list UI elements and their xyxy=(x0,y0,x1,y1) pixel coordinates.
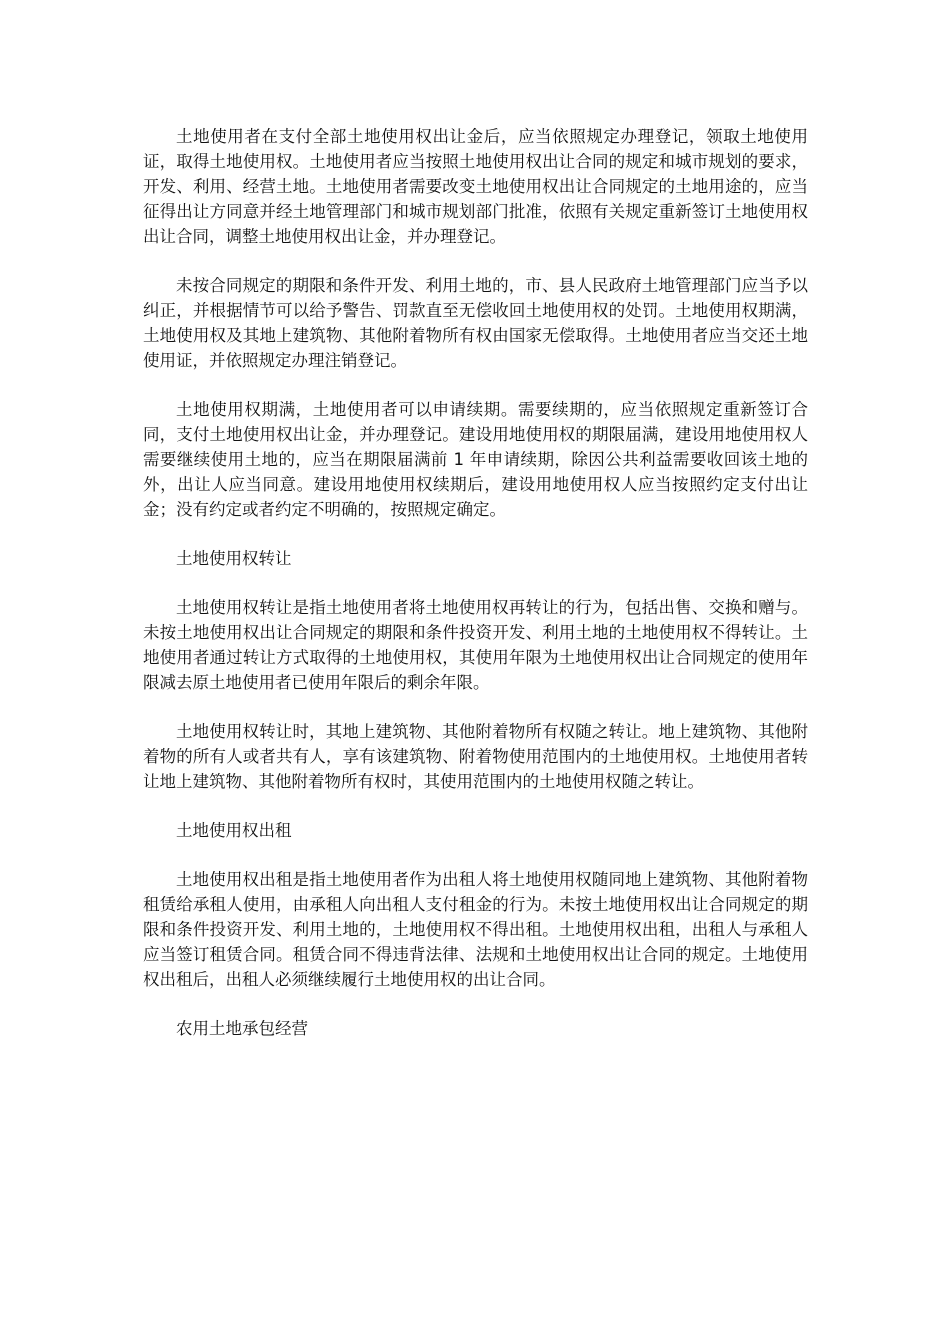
paragraph-lease: 土地使用权出租是指土地使用者作为出租人将土地使用权随同地上建筑物、其他附着物租赁给承租人使用，由承租人向出租人支付租金的行为。未按土地使用权出让合同规定的期限和条件投资开发、利用土地的，土地使用权不得出租。土地使用权出租，出租人与承租人应当签订租赁合同。租赁合同不得违背法律、法规和土地使用权出让合同的规定。土地使用权出租后，出租人必须继续履行土地使用权的出让合同。 xyxy=(143,870,808,989)
document-body xyxy=(143,124,808,1065)
paragraph-registration: 土地使用者在支付全部土地使用权出让金后，应当依照规定办理登记，领取土地使用证，取得土地使用权。土地使用者应当按照土地使用权出让合同的规定和城市规划的要求，开发、利用、经营土地。土地使用者需要改变土地使用权出让合同规定的土地用途的，应当征得出让方同意并经土地管理部门和城市规划部门批准，依照有关规定重新签订土地使用权出让合同，调整土地使用权出让金，并办理登记。 xyxy=(143,127,808,246)
paragraph-renewal: 土地使用权期满，土地使用者可以申请续期。需要续期的，应当依照规定重新签订合同，支付土地使用权出让金，并办理登记。建设用地使用权的期限届满，建设用地使用权人需要继续使用土地的，应当在期限届满前 1 年申请续期，除因公共利益需要收回该土地的外，出让人应当同意。建设用地使用权续期后，建设用地使用权人应当按照约定支付出让金；没有约定或者约定不明确的，按照规定确定。 xyxy=(143,400,808,519)
paragraph-penalty-expiry: 未按合同规定的期限和条件开发、利用土地的，市、县人民政府土地管理部门应当予以纠正，并根据情节可以给予警告、罚款直至无偿收回土地使用权的处罚。土地使用权期满，土地使用权及其地上建筑物、其他附着物所有权由国家无偿取得。土地使用者应当交还土地使用证，并依照规定办理注销登记。 xyxy=(143,276,808,370)
paragraph-transfer-buildings: 土地使用权转让时，其地上建筑物、其他附着物所有权随之转让。地上建筑物、其他附着物的所有人或者共有人，享有该建筑物、附着物使用范围内的土地使用权。土地使用者转让地上建筑物、其他附着物所有权时，其使用范围内的土地使用权随之转让。 xyxy=(143,722,808,791)
section-heading-farmland-contract: 农用土地承包经营 xyxy=(176,1019,308,1038)
section-heading-lease: 土地使用权出租 xyxy=(176,821,292,840)
paragraph-transfer-definition: 土地使用权转让是指土地使用者将土地使用权再转让的行为，包括出售、交换和赠与。未按土地使用权出让合同规定的期限和条件投资开发、利用土地的土地使用权不得转让。土地使用者通过转让方式取得的土地使用权，其使用年限为土地使用权出让合同规定的使用年限减去原土地使用者已使用年限后的剩余年限。 xyxy=(143,598,808,692)
section-heading-transfer: 土地使用权转让 xyxy=(176,549,292,568)
